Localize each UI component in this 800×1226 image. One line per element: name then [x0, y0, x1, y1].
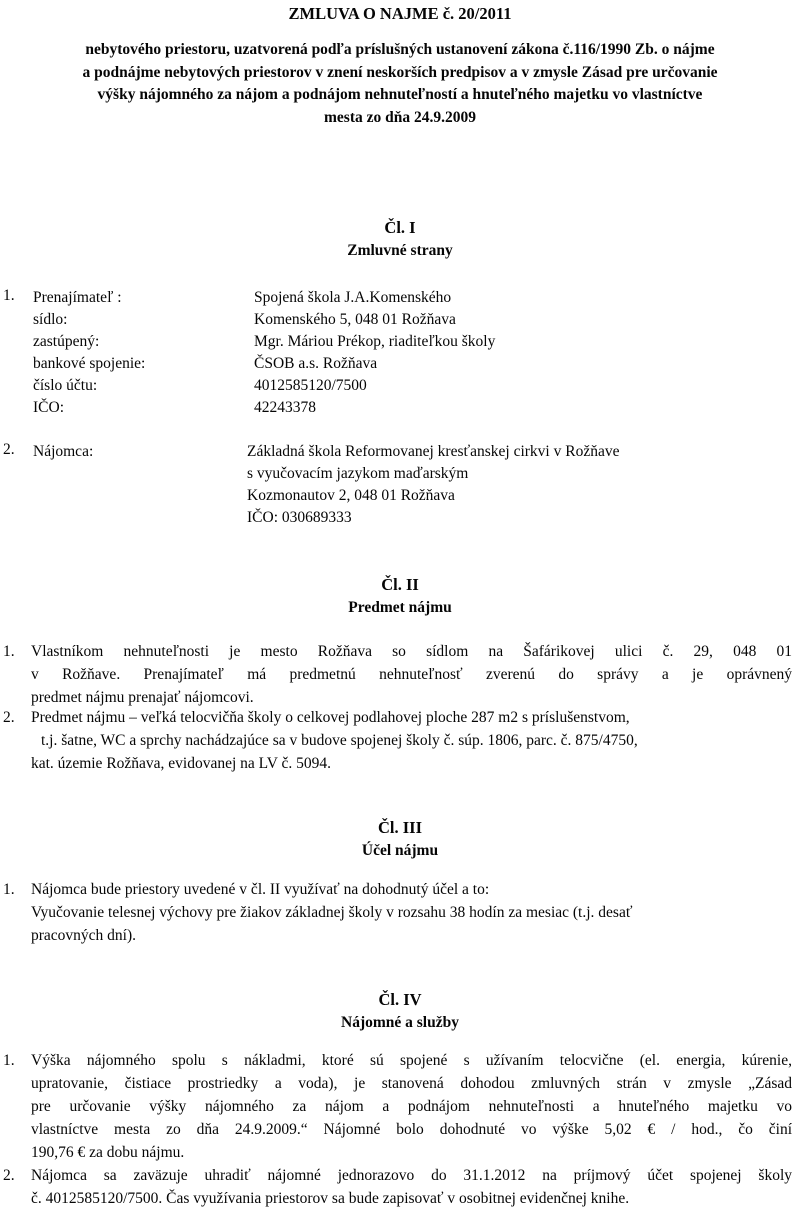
- paragraph-line: Nájomca bude priestory uvedené v čl. II využívať na dohodnutý účel a to:: [31, 881, 490, 898]
- party-label: zastúpený:: [33, 333, 100, 350]
- article-title: Zmluvné strany: [347, 242, 453, 259]
- paragraph-line: Nájomca sa zaväzuje uhradiť nájomné jednorazovo do 31.1.2012 na príjmový účet spojenej školy: [31, 1167, 792, 1184]
- paragraph-line: predmet nájmu prenajať nájomcovi.: [31, 689, 254, 706]
- party-number: 2.: [3, 441, 15, 458]
- paragraph-line: Výška nájomného spolu s nákladmi, ktoré sú spojené s užívaním telocvične (el. energia, kúrenie,: [31, 1052, 792, 1069]
- party-label: Prenajímateľ :: [33, 289, 122, 306]
- paragraph: [31, 640, 792, 709]
- party-label: Nájomca:: [33, 443, 94, 460]
- paragraph-number: 2.: [3, 1167, 15, 1184]
- paragraph: [31, 1164, 792, 1210]
- subtitle-line: nebytového priestoru, uzatvorená podľa príslušných ustanovení zákona č.116/1990 Zb. o nájme: [85, 41, 715, 58]
- paragraph-line: Vyučovanie telesnej výchovy pre žiakov základnej školy v rozsahu 38 hodín za mesiac (t.j. desať: [31, 904, 633, 921]
- party-value: IČO: 030689333: [247, 509, 352, 526]
- paragraph-line: Predmet nájmu – veľká telocvičňa školy o celkovej podlahovej ploche 287 m2 s príslušenstvom,: [31, 709, 630, 726]
- party-value: Spojená škola J.A.Komenského: [254, 289, 452, 306]
- party-label: číslo účtu:: [33, 377, 98, 394]
- paragraph-line: kat. územie Rožňava, evidovanej na LV č. 5094.: [31, 755, 332, 772]
- article-2-heading: [0, 573, 800, 619]
- paragraph-number: 1.: [3, 881, 15, 898]
- party-label: sídlo:: [33, 311, 68, 328]
- subtitle-line: mesta zo dňa 24.9.2009: [324, 108, 476, 126]
- paragraph: [31, 706, 792, 775]
- party-value: Kozmonautov 2, 048 01 Rožňava: [247, 487, 455, 504]
- article-number: Čl. II: [381, 575, 419, 594]
- party-label: IČO:: [33, 399, 64, 416]
- article-number: Čl. IV: [378, 990, 422, 1009]
- paragraph-line: v Rožňave. Prenajímateľ má predmetnú nehnuteľnosť zverenú do správy a je oprávnený: [31, 666, 792, 683]
- article-title: Predmet nájmu: [348, 599, 452, 616]
- article-3-heading: [0, 816, 800, 862]
- article-number: Čl. III: [377, 818, 422, 837]
- paragraph-number: 2.: [3, 709, 15, 726]
- party-value: 4012585120/7500: [254, 377, 367, 394]
- party-value: Mgr. Máriou Prékop, riaditeľkou školy: [254, 333, 496, 350]
- party-number: 1.: [3, 287, 15, 304]
- subtitle-line: a podnájme nebytových priestorov v znení neskorších predpisov a v zmysle Zásad pre určovanie: [82, 63, 718, 81]
- paragraph-line: pracovných dní).: [31, 927, 137, 944]
- party-value: Komenského 5, 048 01 Rožňava: [254, 311, 456, 328]
- party-label: bankové spojenie:: [33, 355, 146, 372]
- party-value: 42243378: [254, 399, 316, 416]
- article-1-heading: [0, 216, 800, 262]
- paragraph-line: 190,76 € za dobu nájmu.: [31, 1144, 185, 1161]
- article-4-heading: [0, 988, 800, 1034]
- party-value: s vyučovacím jazykom maďarským: [247, 465, 469, 482]
- article-title: Účel nájmu: [361, 842, 439, 859]
- subtitle-line: výšky nájomného za nájom a podnájom nehnuteľností a hnuteľného majetku vo vlastníctve: [97, 86, 703, 103]
- paragraph: [31, 1049, 792, 1164]
- paragraph-line: t.j. šatne, WC a sprchy nachádzajúce sa v budove spojenej školy č. súp. 1806, parc. č. 875/4750,: [41, 732, 638, 749]
- paragraph-line: vlastníctve mesta zo dňa 24.9.2009.“ Nájomné bolo dohodnuté vo výške 5,02 € / hod., čo činí: [31, 1121, 792, 1138]
- paragraph-line: upratovanie, čistiace prostriedky a voda), je stanovená dohodou zmluvných strán v zmysle „Zásad: [31, 1075, 792, 1092]
- contract-subtitle: [0, 39, 800, 129]
- party-value: Základná škola Reformovanej kresťanskej cirkvi v Rožňave: [247, 443, 620, 460]
- article-title: Nájomné a služby: [341, 1014, 459, 1031]
- paragraph-line: Vlastníkom nehnuteľnosti je mesto Rožňava so sídlom na Šafárikovej ulici č. 29, 048 01: [31, 643, 792, 660]
- contract-title: ZMLUVA O NAJME č. 20/2011: [288, 4, 512, 23]
- paragraph: [31, 878, 792, 947]
- party-value: ČSOB a.s. Rožňava: [254, 355, 378, 372]
- paragraph-number: 1.: [3, 1052, 15, 1069]
- article-number: Čl. I: [384, 218, 416, 237]
- paragraph-number: 1.: [3, 643, 15, 660]
- paragraph-line: č. 4012585120/7500. Čas využívania priestorov sa bude zapisovať v osobitnej evidenčnej knihe.: [31, 1190, 630, 1207]
- paragraph-line: pre určovanie výšky nájomného za nájom a podnájom nehnuteľnosti a hnuteľného majetku vo: [31, 1098, 792, 1115]
